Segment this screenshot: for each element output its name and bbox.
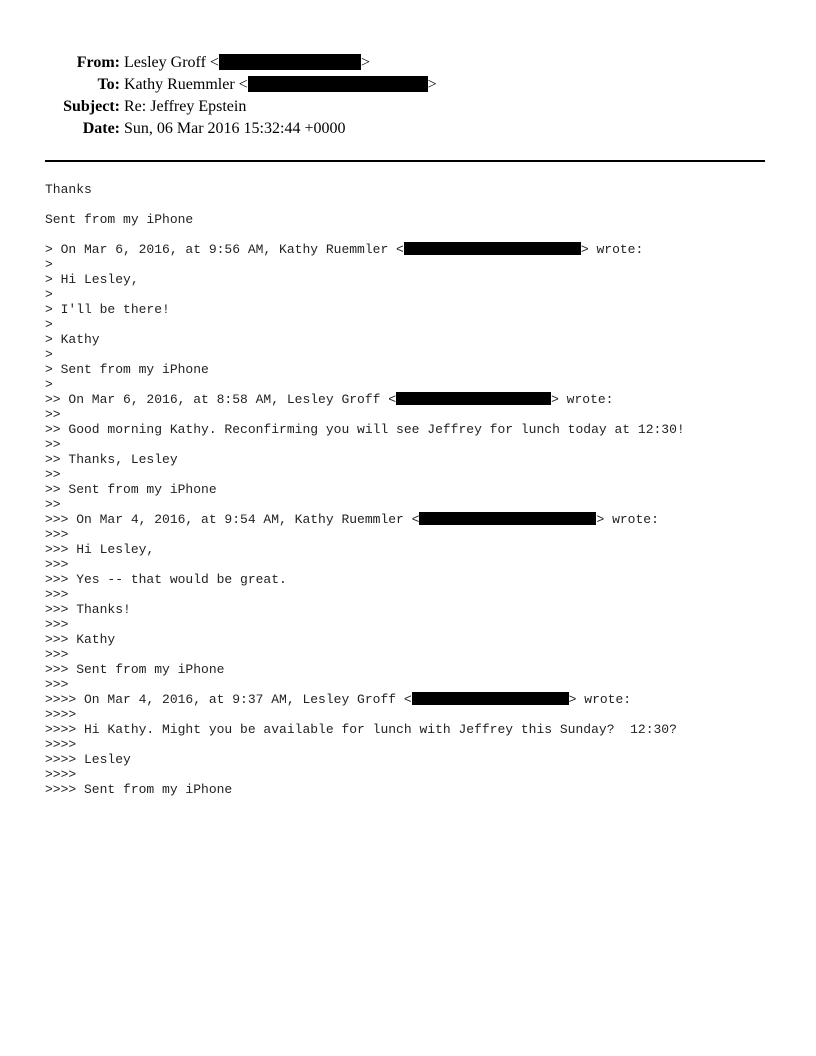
body-line: >>> bbox=[45, 617, 69, 632]
redaction-box bbox=[219, 54, 361, 70]
body-line bbox=[45, 692, 775, 707]
body-line: > bbox=[45, 377, 53, 392]
from-name: Lesley Groff bbox=[124, 54, 206, 71]
body-line: >>> Thanks! bbox=[45, 602, 131, 617]
email-body bbox=[45, 182, 775, 797]
body-line bbox=[45, 512, 775, 527]
body-line: > I'll be there! bbox=[45, 302, 170, 317]
body-line: >>>> bbox=[45, 767, 77, 782]
quote-header-suffix: > wrote: bbox=[580, 242, 644, 257]
to-row bbox=[0, 74, 816, 96]
to-name: Kathy Ruemmler bbox=[124, 76, 235, 93]
body-line: > Sent from my iPhone bbox=[45, 362, 209, 377]
quote-header-text: >>>> On Mar 4, 2016, at 9:37 AM, Lesley Groff < bbox=[45, 692, 412, 707]
date-label: Date: bbox=[82, 120, 120, 137]
to-lt: < bbox=[238, 76, 248, 93]
body-line: >>>> Sent from my iPhone bbox=[45, 782, 233, 797]
body-line bbox=[45, 392, 775, 407]
from-label: From: bbox=[76, 54, 120, 71]
body-line: >>> Hi Lesley, bbox=[45, 542, 155, 557]
redaction-box bbox=[412, 692, 569, 705]
body-line: >> Thanks, Lesley bbox=[45, 452, 178, 467]
body-line: >> bbox=[45, 407, 61, 422]
redaction-box bbox=[419, 512, 596, 525]
subject-value: Re: Jeffrey Epstein bbox=[124, 98, 247, 115]
from-lt: < bbox=[209, 54, 219, 71]
body-line: > bbox=[45, 287, 53, 302]
quote-header-suffix: > wrote: bbox=[568, 692, 632, 707]
redaction-box bbox=[396, 392, 551, 405]
body-line: >>>> Lesley bbox=[45, 752, 131, 767]
redaction-box bbox=[248, 76, 428, 92]
body-line: >>> Kathy bbox=[45, 632, 116, 647]
redaction-box bbox=[404, 242, 581, 255]
to-value bbox=[124, 74, 437, 96]
body-line: >>>> bbox=[45, 737, 77, 752]
body-line: >> Sent from my iPhone bbox=[45, 482, 217, 497]
subject-label: Subject: bbox=[63, 98, 120, 115]
body-line: Sent from my iPhone bbox=[45, 212, 194, 227]
from-value bbox=[124, 52, 370, 74]
body-line bbox=[45, 197, 775, 212]
body-line: >>> bbox=[45, 647, 69, 662]
body-line: >> bbox=[45, 497, 61, 512]
quote-header-text: >> On Mar 6, 2016, at 8:58 AM, Lesley Groff < bbox=[45, 392, 397, 407]
body-line: > bbox=[45, 347, 53, 362]
from-gt: > bbox=[360, 54, 370, 71]
body-line: >>>> bbox=[45, 707, 77, 722]
body-line: >> bbox=[45, 467, 61, 482]
quote-header-suffix: > wrote: bbox=[596, 512, 659, 527]
body-line: >>> bbox=[45, 587, 69, 602]
body-line: > bbox=[45, 257, 53, 272]
body-line bbox=[45, 242, 775, 257]
header-divider bbox=[45, 160, 765, 162]
body-line: >> bbox=[45, 437, 61, 452]
quote-header-suffix: > wrote: bbox=[551, 392, 614, 407]
body-line: Thanks bbox=[45, 182, 92, 197]
date-value: Sun, 06 Mar 2016 15:32:44 +0000 bbox=[124, 120, 346, 137]
quote-header-text: >>> On Mar 4, 2016, at 9:54 AM, Kathy Ruemmler < bbox=[45, 512, 420, 527]
body-line: >>> Sent from my iPhone bbox=[45, 662, 225, 677]
body-line: > Hi Lesley, bbox=[45, 272, 139, 287]
body-line: >>> bbox=[45, 527, 69, 542]
email-header bbox=[0, 52, 816, 140]
body-line: >> Good morning Kathy. Reconfirming you will see Jeffrey for lunch today at 12:30! bbox=[45, 422, 685, 437]
subject-row bbox=[0, 96, 816, 118]
body-line: >>> bbox=[45, 677, 69, 692]
body-line: >>> bbox=[45, 557, 69, 572]
from-row bbox=[0, 52, 816, 74]
date-row bbox=[0, 118, 816, 140]
quote-header-text: > On Mar 6, 2016, at 9:56 AM, Kathy Ruemmler < bbox=[45, 242, 404, 257]
body-line: > bbox=[45, 317, 53, 332]
body-line: >>>> Hi Kathy. Might you be available for lunch with Jeffrey this Sunday? 12:30? bbox=[45, 722, 677, 737]
to-gt: > bbox=[427, 76, 437, 93]
body-line: > Kathy bbox=[45, 332, 100, 347]
body-line bbox=[45, 227, 775, 242]
to-label: To: bbox=[97, 76, 120, 93]
body-line: >>> Yes -- that would be great. bbox=[45, 572, 287, 587]
